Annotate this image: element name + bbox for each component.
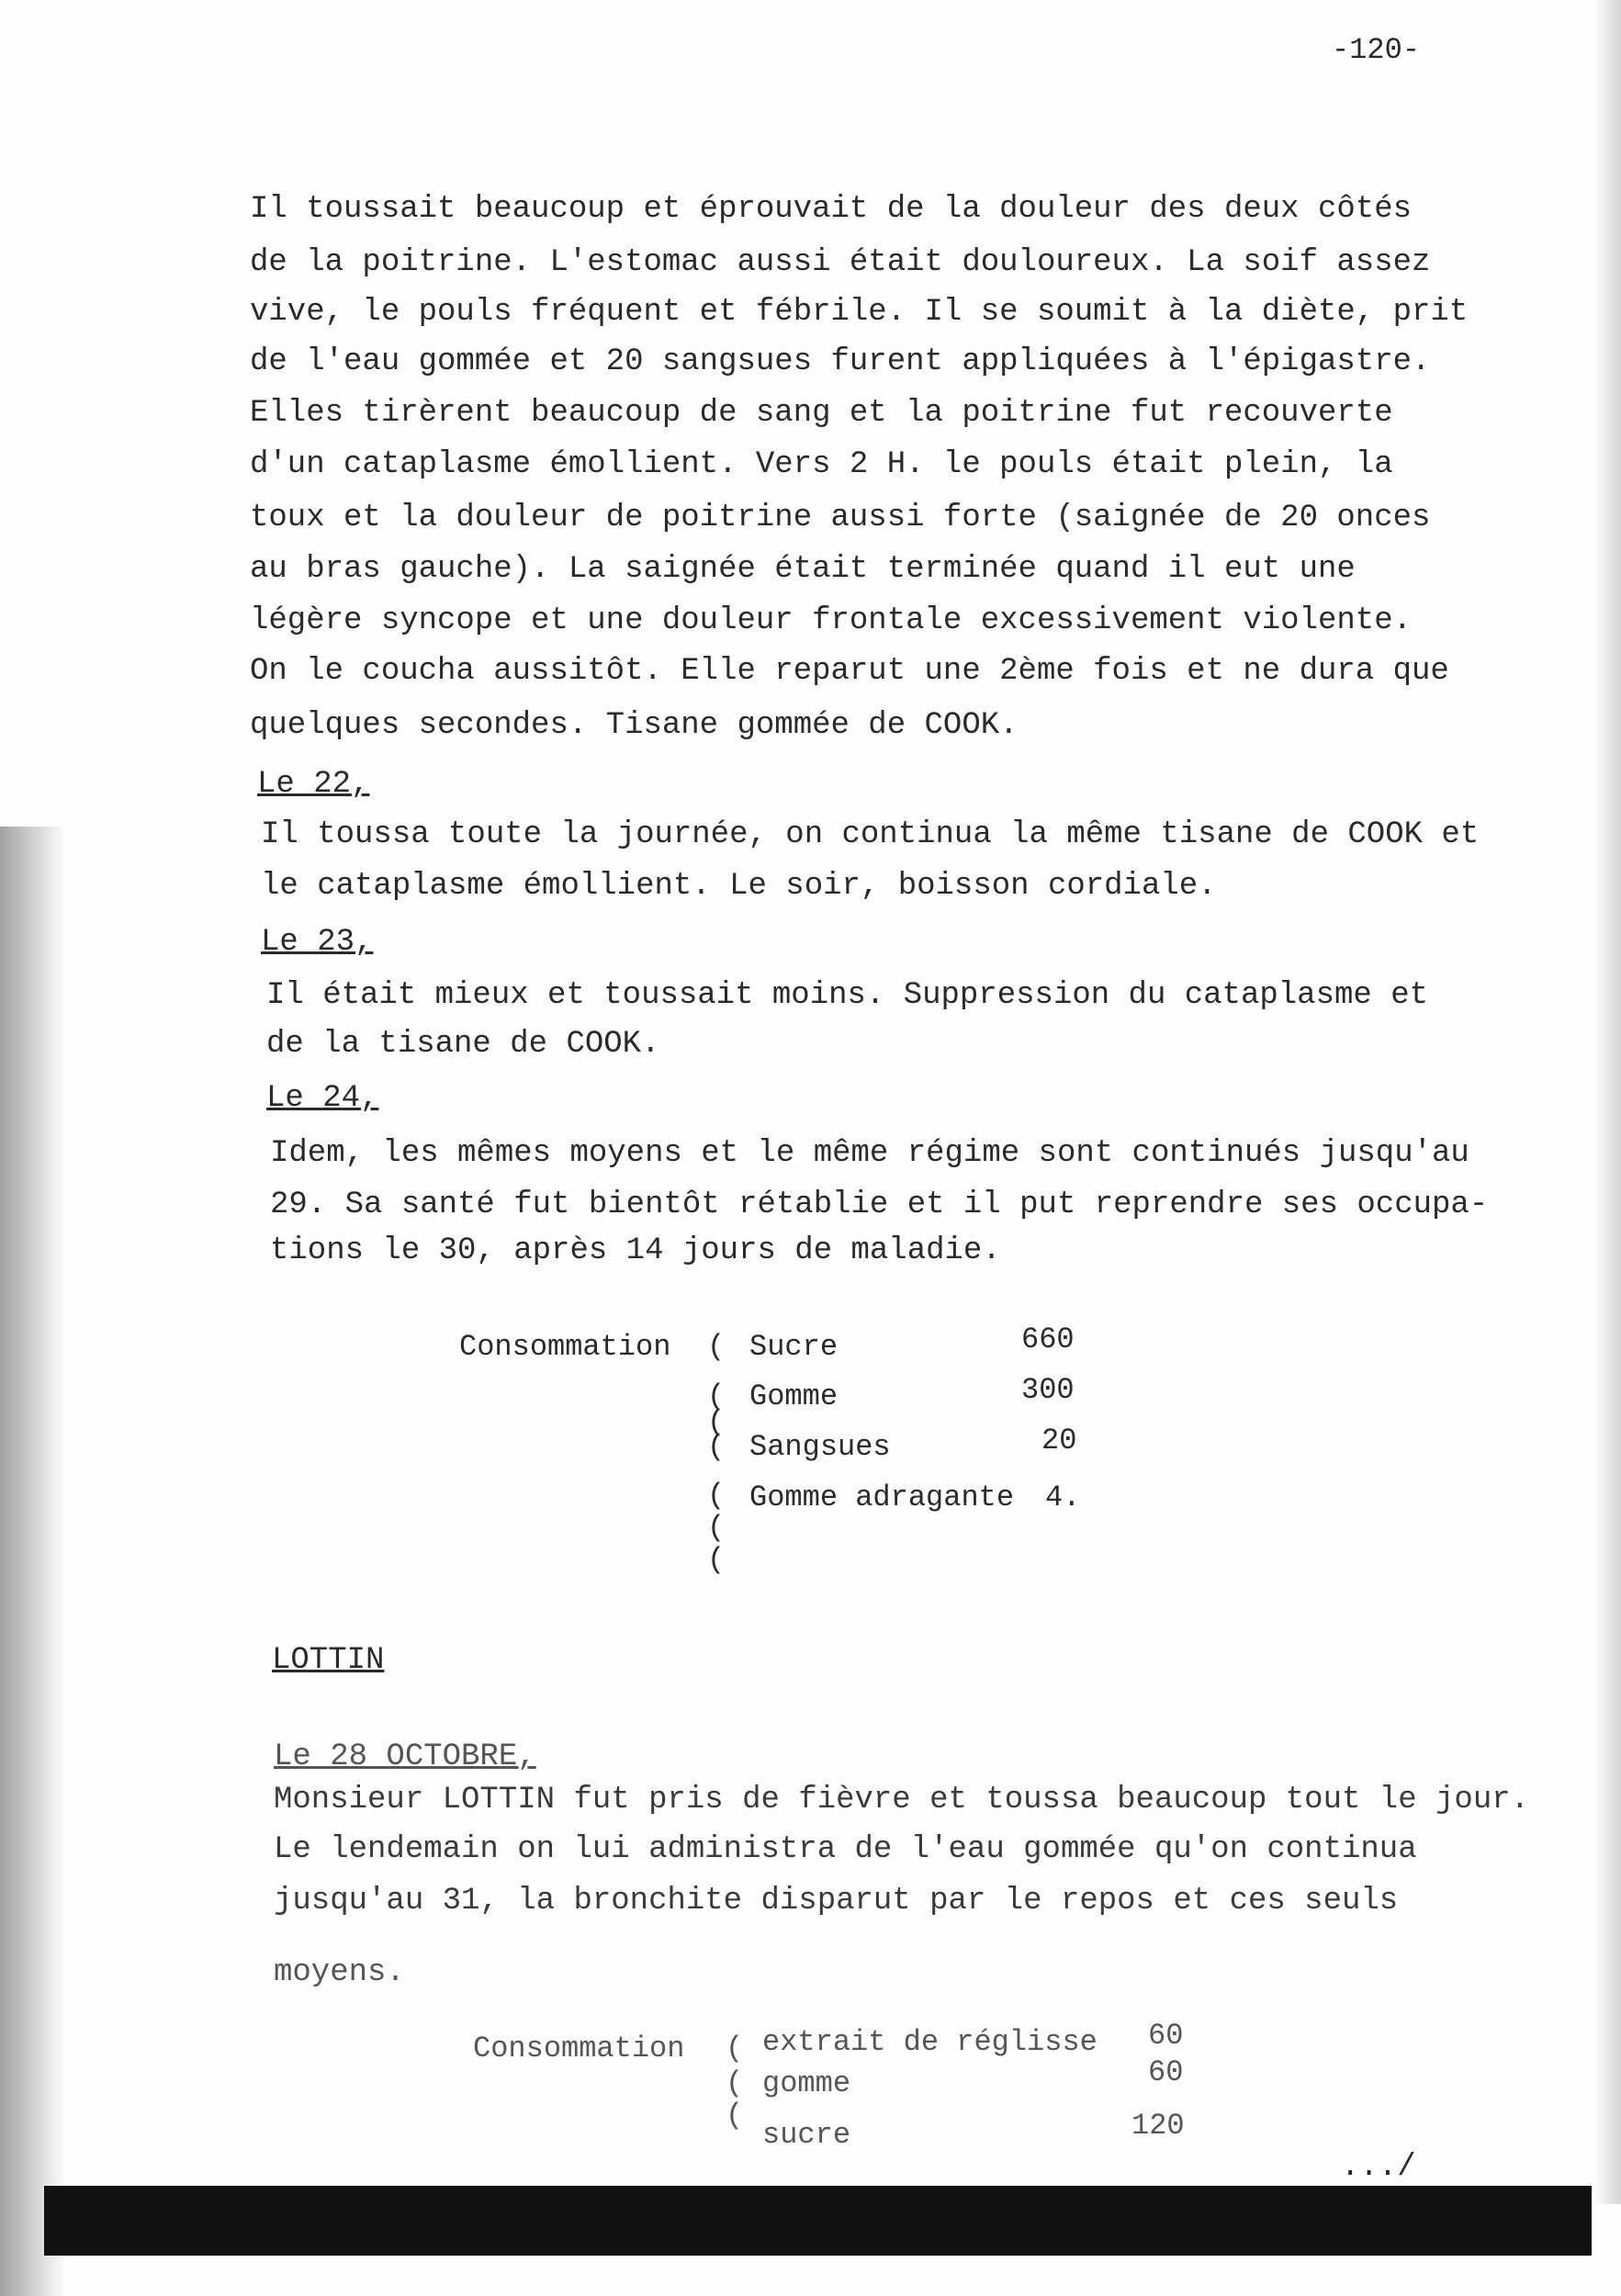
text-line: jusqu'au 31, la bronchite disparut par le repos et ces seuls xyxy=(274,1884,1399,1919)
text-line: légère syncope et une douleur frontale excessivement violente. xyxy=(250,603,1413,638)
day-22-heading: Le 22, xyxy=(257,767,370,802)
bracket: ( xyxy=(726,2032,744,2065)
text-line: d'un cataplasme émollient. Vers 2 H. le pouls était plein, la xyxy=(250,447,1393,482)
text-line: vive, le pouls fréquent et fébrile. Il se soumit à la diète, prit xyxy=(250,295,1469,330)
text-line: de la tisane de COOK. xyxy=(266,1027,660,1062)
bracket: ( xyxy=(707,1479,726,1513)
continuation-mark: .../ xyxy=(1341,2150,1416,2185)
text-line: Idem, les mêmes moyens et le même régime sont continués jusqu'au xyxy=(270,1136,1469,1171)
text-line: Elles tirèrent beaucoup de sang et la poitrine fut recouverte xyxy=(250,396,1393,431)
item-name: sucre xyxy=(762,2118,851,2152)
bracket: ( xyxy=(707,1430,726,1464)
consumption-label: Consommation xyxy=(459,1330,671,1364)
bracket: ( xyxy=(707,1379,726,1413)
item-qty: 60 xyxy=(1148,2055,1184,2089)
text-line: On le coucha aussitôt. Elle reparut une 2ème fois et ne dura que xyxy=(250,654,1449,689)
text-line: 29. Sa santé fut bientôt rétablie et il put reprendre ses occupa- xyxy=(270,1187,1489,1222)
text-line: tions le 30, après 14 jours de maladie. xyxy=(270,1233,1001,1268)
patient-name-heading: LOTTIN xyxy=(272,1643,385,1678)
bracket: ( xyxy=(707,1405,726,1439)
item-qty: 4. xyxy=(1045,1480,1081,1514)
item-qty: 120 xyxy=(1131,2109,1185,2143)
item-name: extrait de réglisse xyxy=(762,2025,1098,2059)
scan-edge-shadow xyxy=(0,827,64,2296)
day-24-heading: Le 24, xyxy=(266,1081,379,1116)
text-line: Le lendemain on lui administra de l'eau gommée qu'on continua xyxy=(274,1832,1417,1867)
scan-bottom-bar xyxy=(44,2186,1592,2256)
bracket: ( xyxy=(726,2099,744,2133)
text-line: moyens. xyxy=(274,1955,405,1990)
bracket: ( xyxy=(707,1511,726,1545)
item-name: Gomme adragante xyxy=(749,1480,1015,1514)
item-qty: 60 xyxy=(1148,2019,1184,2053)
item-name: Sangsues xyxy=(749,1430,891,1464)
item-qty: 300 xyxy=(1021,1373,1075,1407)
item-name: Gomme xyxy=(749,1379,839,1413)
item-name: Sucre xyxy=(749,1330,839,1364)
scan-edge-right xyxy=(1593,0,1621,2204)
text-line: Il était mieux et toussait moins. Suppression du cataplasme et xyxy=(266,978,1429,1013)
text-line: au bras gauche). La saignée était terminée quand il eut une xyxy=(250,552,1356,587)
text-line: Il toussait beaucoup et éprouvait de la douleur des deux côtés xyxy=(250,192,1413,227)
text-line: quelques secondes. Tisane gommée de COOK. xyxy=(250,708,1019,743)
text-line: Monsieur LOTTIN fut pris de fièvre et toussa beaucoup tout le jour. xyxy=(274,1783,1530,1818)
bracket: ( xyxy=(726,2066,744,2100)
day-28-heading: Le 28 OCTOBRE, xyxy=(274,1739,536,1774)
text-line: de la poitrine. L'estomac aussi était douloureux. La soif assez xyxy=(250,245,1431,280)
text-line: le cataplasme émollient. Le soir, boisson cordiale. xyxy=(261,869,1217,904)
text-line: toux et la douleur de poitrine aussi forte (saignée de 20 onces xyxy=(250,501,1431,535)
bracket: ( xyxy=(707,1543,726,1577)
day-23-heading: Le 23, xyxy=(261,925,374,960)
bracket: ( xyxy=(707,1330,726,1364)
text-line: Il toussa toute la journée, on continua la même tisane de COOK et xyxy=(261,817,1480,852)
item-name: gomme xyxy=(762,2066,851,2100)
text-line: de l'eau gommée et 20 sangsues furent appliquées à l'épigastre. xyxy=(250,344,1431,379)
consumption-label: Consommation xyxy=(473,2032,685,2065)
item-qty: 20 xyxy=(1041,1424,1077,1458)
item-qty: 660 xyxy=(1021,1322,1075,1356)
page-number: -120- xyxy=(1332,33,1421,67)
